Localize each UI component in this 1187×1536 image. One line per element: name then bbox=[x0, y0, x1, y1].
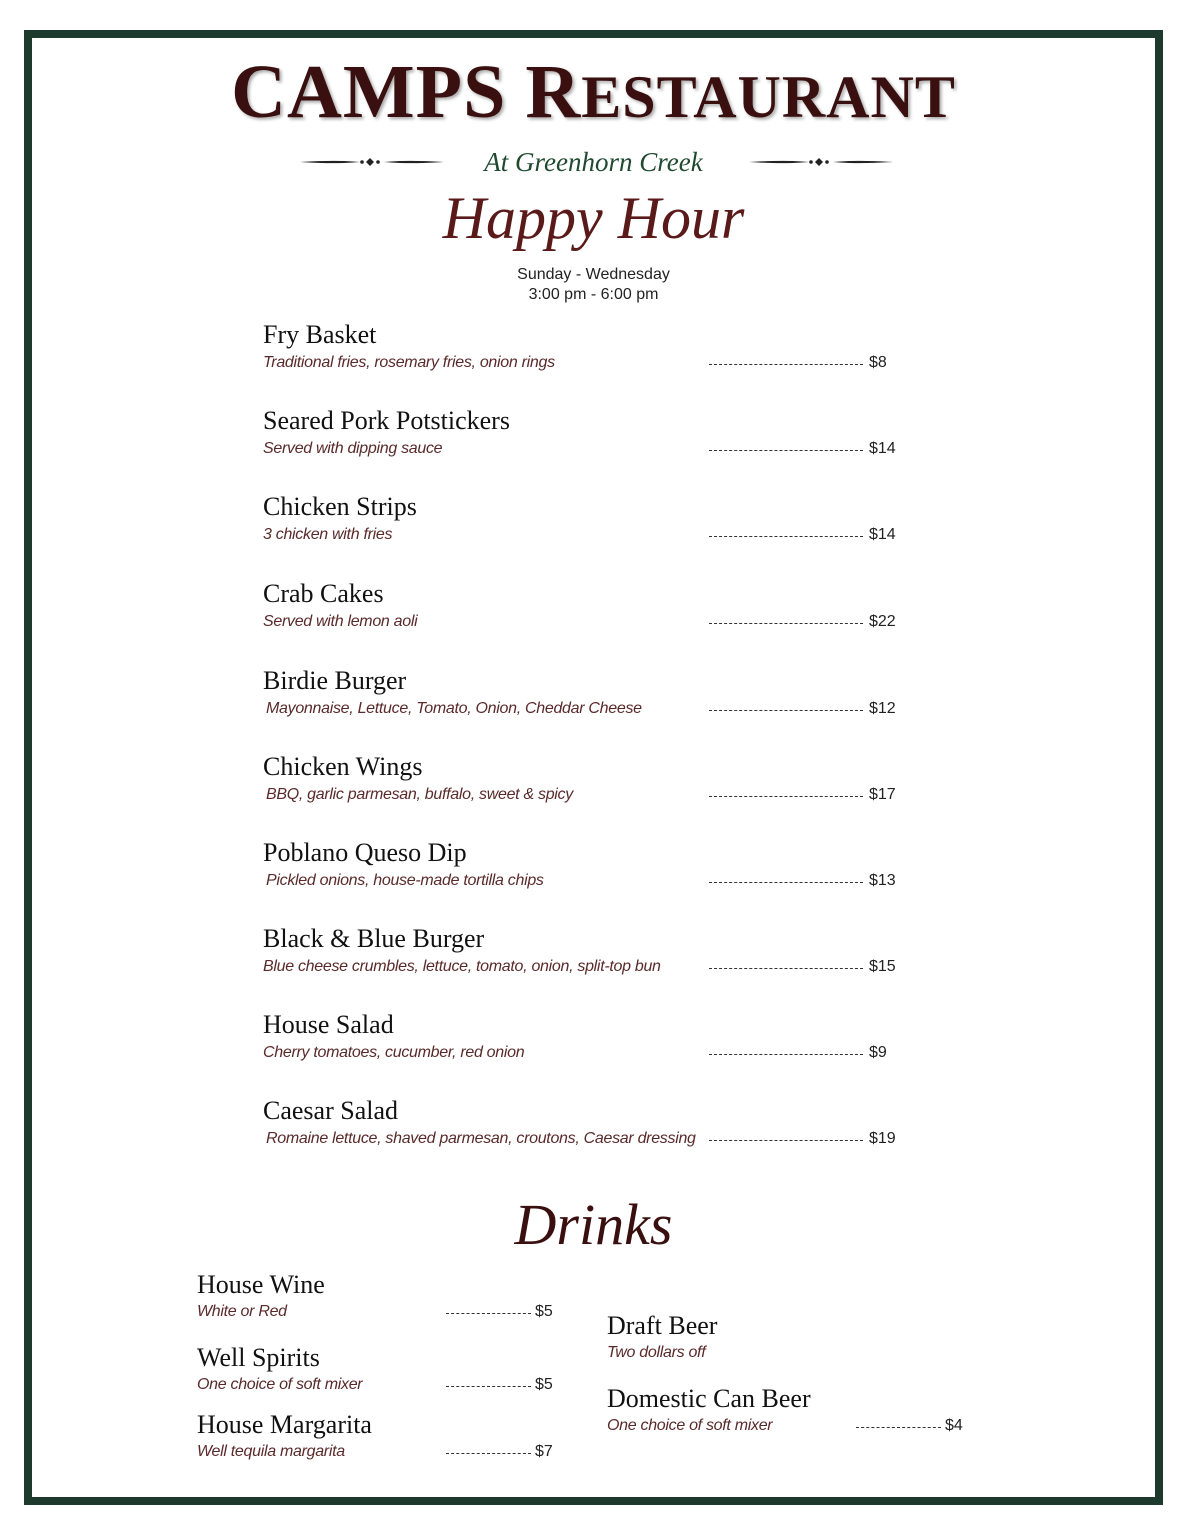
dotted-leader bbox=[709, 623, 863, 624]
menu-item-price: $17 bbox=[869, 786, 896, 803]
menu-item-price: $14 bbox=[869, 440, 896, 457]
menu-item bbox=[263, 579, 923, 649]
ornament-right-icon bbox=[747, 152, 895, 172]
dotted-leader bbox=[709, 796, 863, 797]
menu-item-name: Birdie Burger bbox=[263, 666, 407, 695]
drink-item bbox=[607, 1384, 987, 1446]
happy-hour-schedule bbox=[0, 265, 1187, 305]
schedule-days: Sunday - Wednesday bbox=[517, 266, 670, 283]
dotted-leader bbox=[709, 450, 863, 451]
menu-item bbox=[263, 1096, 923, 1166]
menu-item-description: BBQ, garlic parmesan, buffalo, sweet & spicy bbox=[266, 786, 573, 803]
dotted-leader bbox=[709, 968, 863, 969]
menu-item-price: $9 bbox=[869, 1044, 887, 1061]
menu-item-description: Pickled onions, house-made tortilla chips bbox=[266, 872, 544, 889]
schedule-time: 3:00 pm - 6:00 pm bbox=[528, 286, 659, 303]
dotted-leader bbox=[446, 1453, 531, 1454]
menu-item-name: Chicken Wings bbox=[263, 752, 423, 781]
menu-item-description: Mayonnaise, Lettuce, Tomato, Onion, Cheddar Cheese bbox=[266, 700, 642, 717]
dotted-leader bbox=[446, 1313, 531, 1314]
drink-price: $5 bbox=[535, 1376, 553, 1393]
drink-item bbox=[607, 1311, 987, 1373]
drink-price: $7 bbox=[535, 1443, 553, 1460]
menu-item-name: Seared Pork Potstickers bbox=[263, 406, 510, 435]
menu-item-name: House Salad bbox=[263, 1010, 394, 1039]
menu-item-description: Romaine lettuce, shaved parmesan, croutons, Caesar dressing bbox=[266, 1130, 696, 1147]
menu-item-price: $19 bbox=[869, 1130, 896, 1147]
menu-item bbox=[263, 320, 923, 390]
title-part-camps: CAMPS bbox=[231, 50, 507, 134]
dotted-leader bbox=[446, 1386, 531, 1387]
drink-description: Well tequila margarita bbox=[197, 1443, 345, 1460]
drink-item bbox=[197, 1270, 577, 1332]
drink-item bbox=[197, 1343, 577, 1405]
menu-item-price: $15 bbox=[869, 958, 896, 975]
drinks-heading: Drinks bbox=[514, 1192, 673, 1257]
menu-item-name: Crab Cakes bbox=[263, 579, 384, 608]
drink-name: Draft Beer bbox=[607, 1311, 718, 1340]
drink-name: House Margarita bbox=[197, 1410, 372, 1439]
drink-price: $4 bbox=[945, 1417, 963, 1434]
dotted-leader bbox=[709, 364, 863, 365]
menu-item-description: Cherry tomatoes, cucumber, red onion bbox=[263, 1044, 525, 1061]
menu-item-description: Traditional fries, rosemary fries, onion rings bbox=[263, 354, 555, 371]
drink-description: One choice of soft mixer bbox=[607, 1417, 773, 1434]
menu-item-price: $22 bbox=[869, 613, 896, 630]
menu-item bbox=[263, 752, 923, 822]
menu-item-name: Caesar Salad bbox=[263, 1096, 399, 1125]
dotted-leader bbox=[856, 1427, 941, 1428]
menu-item bbox=[263, 666, 923, 736]
drink-name: House Wine bbox=[197, 1270, 325, 1299]
menu-item-description: 3 chicken with fries bbox=[263, 526, 393, 543]
menu-item-name: Chicken Strips bbox=[263, 492, 417, 521]
dotted-leader bbox=[709, 536, 863, 537]
dotted-leader bbox=[709, 710, 863, 711]
title-part-estaurant: ESTAURANT bbox=[581, 64, 956, 130]
menu-item-description: Served with dipping sauce bbox=[263, 440, 443, 457]
drink-description: One choice of soft mixer bbox=[197, 1376, 363, 1393]
menu-item bbox=[263, 924, 923, 994]
menu-item-price: $14 bbox=[869, 526, 896, 543]
menu-item bbox=[263, 1010, 923, 1080]
menu-item-description: Blue cheese crumbles, lettuce, tomato, onion, split-top bun bbox=[263, 958, 661, 975]
dotted-leader bbox=[709, 1054, 863, 1055]
menu-item bbox=[263, 838, 923, 908]
menu-item-description: Served with lemon aoli bbox=[263, 613, 418, 630]
drink-item bbox=[197, 1410, 577, 1472]
restaurant-title bbox=[0, 52, 1187, 137]
menu-item-price: $8 bbox=[869, 354, 887, 371]
menu-item bbox=[263, 406, 923, 476]
menu-item-price: $13 bbox=[869, 872, 896, 889]
drink-description: Two dollars off bbox=[607, 1344, 706, 1361]
menu-item-price: $12 bbox=[869, 700, 896, 717]
menu-item-name: Poblano Queso Dip bbox=[263, 838, 467, 867]
dotted-leader bbox=[709, 1140, 863, 1141]
drink-description: White or Red bbox=[197, 1303, 287, 1320]
title-part-r: R bbox=[525, 50, 582, 134]
happy-hour-heading: Happy Hour bbox=[442, 185, 745, 251]
menu-item-name: Fry Basket bbox=[263, 320, 377, 349]
drink-name: Domestic Can Beer bbox=[607, 1384, 811, 1413]
menu-item bbox=[263, 492, 923, 562]
menu-item-name: Black & Blue Burger bbox=[263, 924, 485, 953]
dotted-leader bbox=[709, 882, 863, 883]
drink-name: Well Spirits bbox=[197, 1343, 320, 1372]
drink-price: $5 bbox=[535, 1303, 553, 1320]
subtitle-row bbox=[0, 144, 1187, 180]
subtitle: At Greenhorn Creek bbox=[484, 147, 703, 177]
